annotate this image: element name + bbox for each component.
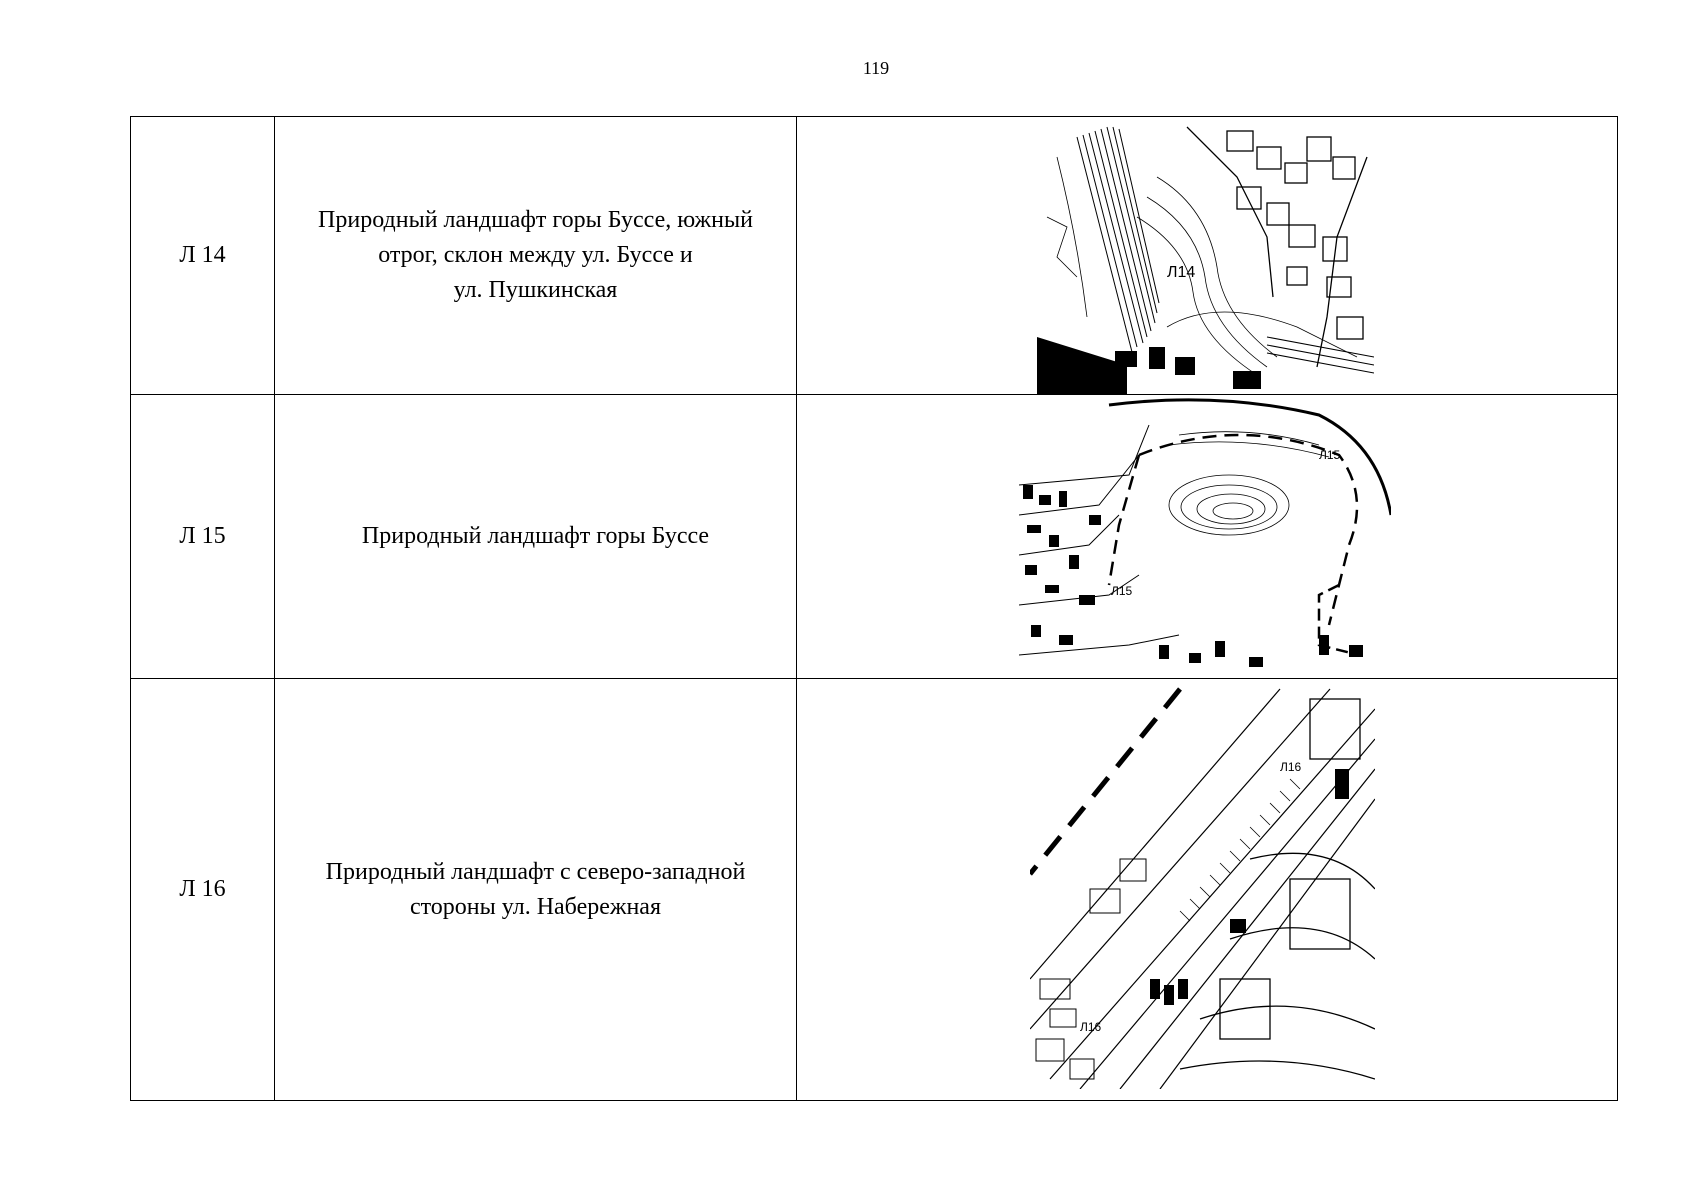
- object-code: Л 14: [131, 117, 275, 395]
- map-label: Л15: [1319, 448, 1341, 462]
- map-image-l16: [1030, 679, 1375, 1089]
- page-number: 119: [862, 58, 890, 78]
- map-label: Л14: [1167, 264, 1196, 281]
- object-name: [275, 117, 797, 395]
- table-row: [131, 679, 1618, 1101]
- table-row: [131, 395, 1618, 679]
- name-line: стороны ул. Набережная: [409, 893, 661, 920]
- map-cell: [797, 117, 1618, 395]
- name-line: Природный ландшафт горы Буссе: [361, 523, 710, 549]
- table-row: [131, 117, 1618, 395]
- name-line: Природный ландшафт горы Буссе, южный: [318, 207, 753, 233]
- object-name: [275, 679, 797, 1101]
- map-cell: [797, 679, 1618, 1101]
- landscape-registry-table: [130, 116, 1618, 1101]
- map-label: Л16: [1280, 760, 1302, 774]
- map-image-l15: [1019, 395, 1391, 679]
- object-code: Л 15: [131, 395, 275, 679]
- map-label: Л16: [1080, 1020, 1102, 1034]
- map-image-l14: [1037, 117, 1374, 395]
- object-code: Л 16: [131, 679, 275, 1101]
- map-label: Л15: [1111, 584, 1133, 598]
- name-line: отрог, склон между ул. Буссе и: [378, 242, 693, 268]
- name-line: Природный ландшафт с северо-западной: [325, 858, 746, 885]
- object-name: [275, 395, 797, 679]
- map-cell: [797, 395, 1618, 679]
- name-line: ул. Пушкинская: [453, 277, 618, 303]
